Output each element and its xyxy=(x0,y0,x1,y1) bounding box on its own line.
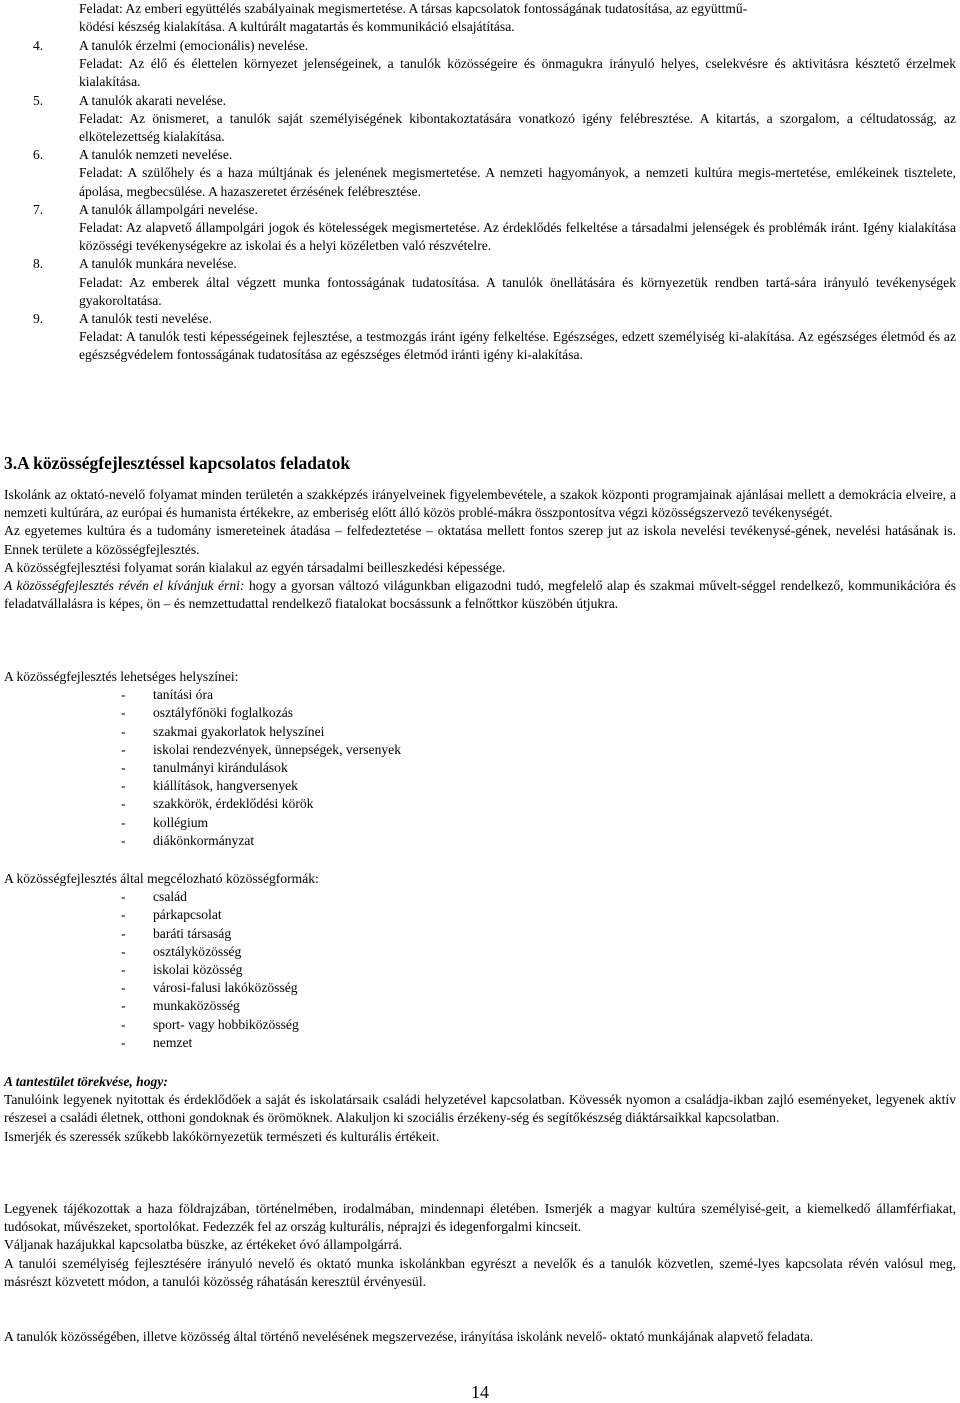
list-item xyxy=(0,310,960,365)
list-item xyxy=(0,814,960,832)
dash-bullet: - xyxy=(121,687,126,703)
section-heading: 3.A közösségfejlesztéssel kapcsolatos feladatok xyxy=(4,453,351,473)
list-item xyxy=(0,906,960,924)
forms-label: A közösségfejlesztés által megcélozható közösségformák: xyxy=(4,871,319,886)
form-item: sport- vagy hobbiközösség xyxy=(153,1016,299,1032)
list-item xyxy=(0,832,960,850)
list-item xyxy=(0,925,960,943)
list-number: 5. xyxy=(33,92,44,108)
continuation-line-2: ködési készség kialakítása. A kultúrált magatartás és kommunikáció elsajátítása. xyxy=(79,19,515,35)
list-title: A tanulók nemzeti nevelése. xyxy=(79,147,233,163)
forms-section xyxy=(0,870,960,1052)
location-item: diákönkormányzat xyxy=(153,832,255,848)
list-title: A tanulók munkára nevelése. xyxy=(79,256,237,272)
list-title: A tanulók testi nevelése. xyxy=(79,311,212,327)
list-task: Feladat: Az emberek által végzett munka fontosságának tudatosítása. A tanulók önellátására és környezetük rendben tartá-sára irányuló tevékenységek gyakoroltatása. xyxy=(79,274,956,308)
list-item xyxy=(0,997,960,1015)
dash-bullet: - xyxy=(121,778,126,794)
list-item xyxy=(0,1016,960,1034)
list-number: 9. xyxy=(33,311,44,327)
list-item xyxy=(0,92,960,147)
list-task: Feladat: A tanulók testi képességeinek fejlesztése, a testmozgás iránt igény felkeltése. Egészséges, edzett személyiség ki-alakítása. Az egészséges életmód és az egészségvédelem fontosságának tudatosítása az egészséges életmód iránti igény ki-alakítása. xyxy=(79,329,956,363)
list-item xyxy=(0,943,960,961)
goal-paragraph xyxy=(0,577,960,613)
form-item: osztályközösség xyxy=(153,943,242,959)
continuation-line-1: Feladat: Az emberi együttélés szabályainak megismertetése. A társas kapcsolatok fontosságának tudatosítása, az együttmű- xyxy=(79,1,748,16)
dash-bullet: - xyxy=(121,760,126,776)
intro-paragraph: A közösségfejlesztési folyamat során kialakul az egyén társadalmi beilleszkedési képessége. xyxy=(4,559,506,575)
form-item: munkaközösség xyxy=(153,998,240,1014)
goal-italic-lead: A közösségfejlesztés révén el kívánjuk érni: xyxy=(4,578,245,594)
dash-bullet: - xyxy=(121,980,126,996)
list-item xyxy=(0,759,960,777)
later-paragraph: Legyenek tájékozottak a haza földrajzában, történelmében, irodalmában, mindennapi életében. Ismerjék a magyar kultúra személyisé-geit, a kiemelkedő államférfiakat, tudósokat, művészeket, sportolókat. Fedezzék fel az ország kulturális, néprajzi és idegenforgalmi kincseit. xyxy=(4,1201,956,1235)
locations-label: A közösségfejlesztés lehetséges helyszínei: xyxy=(4,669,239,684)
location-item: osztályfőnöki foglalkozás xyxy=(153,705,294,721)
list-item xyxy=(0,201,960,256)
list-item xyxy=(0,777,960,795)
final-paragraph: A tanulók közösségében, illetve közösség által történő nevelésének megszervezése, irányítása iskolánk nevelő- oktató munkájának alapvető feladata. xyxy=(4,1329,814,1344)
dash-bullet: - xyxy=(121,723,126,739)
staff-paragraph: Ismerjék és szeressék szűkebb lakókörnyezetük természeti és kulturális értékeit. xyxy=(4,1128,440,1144)
list-item xyxy=(0,961,960,979)
list-item xyxy=(0,979,960,997)
list-number: 8. xyxy=(33,256,44,272)
form-item: baráti társaság xyxy=(153,925,232,941)
dash-bullet: - xyxy=(121,705,126,721)
list-task: Feladat: Az élő és élettelen környezet jelenségeinek, a tanulók közösségeire és önmagukra irányuló helyes, cselekvésre és aktivitásra késztető érzelmek kialakítása. xyxy=(79,56,956,90)
list-item xyxy=(0,888,960,906)
staff-heading: A tantestület törekvése, hogy: xyxy=(4,1074,168,1089)
location-item: kollégium xyxy=(153,814,209,830)
form-item: család xyxy=(153,889,187,905)
list-title: A tanulók állampolgári nevelése. xyxy=(79,201,258,217)
list-title: A tanulók akarati nevelése. xyxy=(79,92,227,108)
form-item: nemzet xyxy=(153,1034,193,1050)
dash-bullet: - xyxy=(121,925,126,941)
numbered-list xyxy=(0,37,960,365)
list-number: 4. xyxy=(33,38,44,53)
staff-paragraph: Tanulóink legyenek nyitottak és érdeklődőek a saját és iskolatársaik családi helyzetével kapcsolatban. Kövessék nyomon a családja-ikban zajló eseményeket, legyenek aktív részesei a családi életnek, otthoni gondoknak és örömöknek. Alakuljon ki szociális érzékeny-ség és segítőkészség diáktársaikkal kapcsolatban. xyxy=(4,1092,956,1126)
dash-bullet: - xyxy=(121,998,126,1014)
dash-bullet: - xyxy=(121,962,126,978)
staff-section xyxy=(0,1073,960,1146)
list-title: A tanulók érzelmi (emocionális) nevelése. xyxy=(79,38,309,53)
list-item xyxy=(0,741,960,759)
later-paragraph: A tanulói személyiség fejlesztésére irányuló nevelő és oktató munka iskolánkban egyrészt a nevelők és a tanulók közvetlen, szemé-lyes kapcsolata révén valósul meg, másrészt közvetett módon, a tanulói közösség ráhatásán keresztül érvényesül. xyxy=(4,1255,956,1289)
top-continuation xyxy=(0,0,960,36)
dash-bullet: - xyxy=(121,814,126,830)
list-item xyxy=(0,1034,960,1052)
dash-bullet: - xyxy=(121,832,126,848)
location-item: szakmai gyakorlatok helyszínei xyxy=(153,723,325,739)
list-task: Feladat: Az önismeret, a tanulók saját személyiségének kibontakoztatására vonatkozó igény felébresztése. A kitartás, a szorgalom, a céltudatosság, az elkötelezettség kialakítása. xyxy=(79,110,956,145)
later-section xyxy=(0,1200,960,1291)
location-item: tanítási óra xyxy=(153,687,214,703)
location-item: szakkörök, érdeklődési körök xyxy=(153,796,314,812)
location-item: kiállítások, hangversenyek xyxy=(153,778,298,794)
list-number: 6. xyxy=(33,147,44,163)
dash-bullet: - xyxy=(121,796,126,812)
form-item: párkapcsolat xyxy=(153,907,222,923)
list-number: 7. xyxy=(33,201,44,217)
dash-bullet: - xyxy=(121,943,126,959)
intro-section xyxy=(0,486,960,613)
dash-bullet: - xyxy=(121,907,126,923)
list-item xyxy=(0,37,960,92)
goal-text: hogy a gyorsan változó világunkban eligazodni tudó, megfelelő alap és szakmai művelt-séggel rendelkező, kommunikációra és feladatvállalásra is képes, ön – és nemzettudattal rendelkező fiatalokat bocsássunk a felnőttkor küszöbén útjukra. xyxy=(4,578,956,612)
list-item xyxy=(0,686,960,704)
intro-paragraph: Iskolánk az oktató-nevelő folyamat minden területén a szakképzés irányelveinek figyelembevétele, a szakok központi programjainak ajánlásai mellett a demokrácia elveire, a nemzeti kultúrára, az európai és humanista értékekre, az emberiség előtt álló közös problé-mákra összpontosítva végzi közösségszervező tevékenységét. xyxy=(4,487,956,521)
later-paragraph: Váljanak hazájukkal kapcsolatba büszke, az értékeket óvó állampolgárrá. xyxy=(4,1237,403,1253)
final-section xyxy=(0,1328,960,1346)
dash-bullet: - xyxy=(121,741,126,757)
location-item: tanulmányi kirándulások xyxy=(153,760,288,776)
location-item: iskolai rendezvények, ünnepségek, versenyek xyxy=(153,741,401,757)
intro-paragraph: Az egyetemes kultúra és a tudomány ismereteinek átadása – felfedeztetése – oktatása mellett fontos szerep jut az iskola nevelési tevékenysé-gének, nevelési hatásának is. Ennek területe a közösségfejlesztés. xyxy=(4,523,956,557)
list-item xyxy=(0,146,960,201)
form-item: iskolai közösség xyxy=(153,962,243,978)
form-item: városi-falusi lakóközösség xyxy=(153,980,298,996)
list-item xyxy=(0,255,960,310)
dash-bullet: - xyxy=(121,1016,126,1032)
dash-bullet: - xyxy=(121,889,126,905)
list-item xyxy=(0,704,960,722)
list-task: Feladat: A szülőhely és a haza múltjának és jelenének megismertetése. A nemzeti hagyományok, a nemzeti kultúra megis-mertetése, emlékeinek tisztelete, ápolása, megbecsülése. A hazaszeretet érzésének felébresztése. xyxy=(79,165,956,199)
list-task: Feladat: Az alapvető állampolgári jogok és kötelességek megismertetése. Az érdeklődés felkeltése a társadalmi jelenségek és problémák iránt. Igény kialakítása közösségi tevékenységekre az iskolai és a helyi közéletben való részvételre. xyxy=(79,220,956,254)
page-number: 14 xyxy=(471,1382,489,1402)
list-item xyxy=(0,795,960,813)
list-item xyxy=(0,723,960,741)
dash-bullet: - xyxy=(121,1034,126,1050)
locations-section xyxy=(0,668,960,850)
